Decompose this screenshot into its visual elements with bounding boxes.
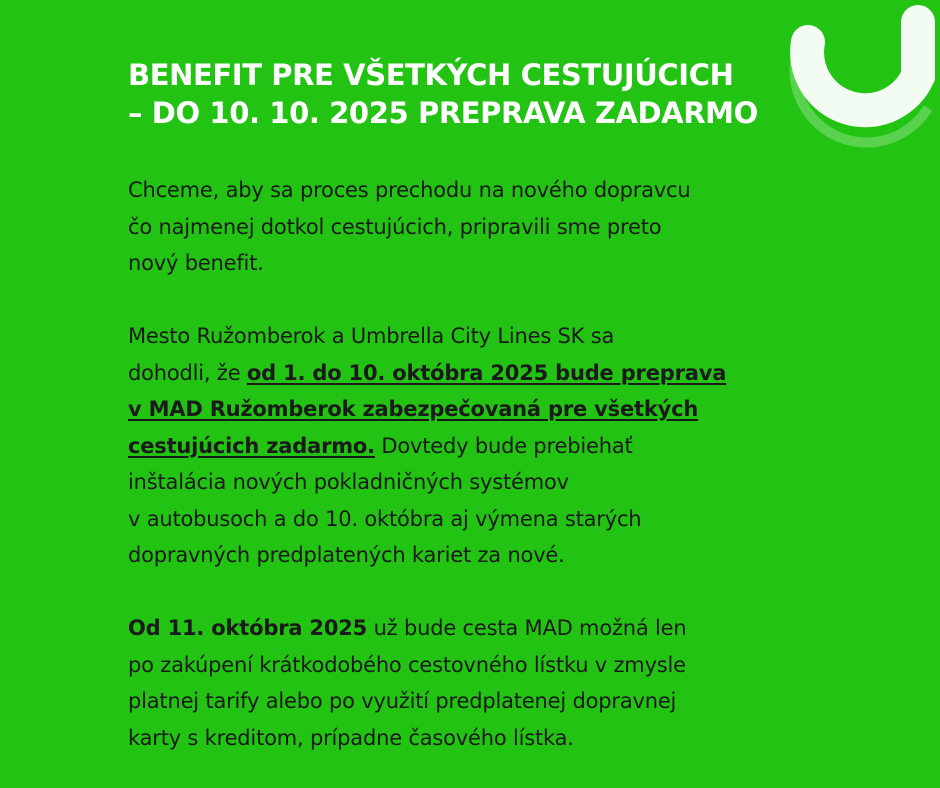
text-line: nový benefit. xyxy=(128,251,264,275)
text-line xyxy=(128,355,808,392)
highlighted-free-transport-text: cestujúcich zadarmo. xyxy=(128,433,375,458)
text-line: karty s kreditom, prípadne časového lístka. xyxy=(128,725,574,750)
text-line xyxy=(128,428,808,465)
text-line: čo najmenej dotkol cestujúcich, pripravili sme preto xyxy=(128,214,662,239)
highlighted-free-transport-text: v MAD Ružomberok zabezpečovaná pre všetkých xyxy=(128,397,699,421)
paragraph-intro xyxy=(128,172,808,282)
title-line-1: BENEFIT PRE VŠETKÝCH CESTUJÚCICH xyxy=(128,58,734,92)
text-line: dopravných predplatených kariet za nové. xyxy=(128,543,565,567)
text-line xyxy=(128,610,808,647)
title-line-2: – DO 10. 10. 2025 PREPRAVA ZADARMO xyxy=(128,96,758,130)
text-line: platnej tarify alebo po využití predplatenej dopravnej xyxy=(128,689,677,713)
text-line xyxy=(128,391,808,428)
text-line: po zakúpení krátkodobého cestovného lístku v zmysle xyxy=(128,652,686,677)
paragraph-from-october-11 xyxy=(128,610,808,756)
text-line: inštalácia nových pokladničných systémov xyxy=(128,470,569,494)
highlighted-free-transport-text: od 1. do 10. októbra 2025 bude preprava xyxy=(246,360,727,385)
text-line: v autobusoch a do 10. októbra aj výmena starých xyxy=(128,506,642,531)
text-line: Mesto Ružomberok a Umbrella City Lines SK sa xyxy=(128,324,615,348)
body-text xyxy=(128,172,808,756)
paragraph-agreement xyxy=(128,318,808,574)
text-fragment: Dovtedy bude prebiehať xyxy=(374,433,633,458)
text-fragment: dohodli, že xyxy=(128,360,247,385)
text-fragment: už bude cesta MAD možná len xyxy=(367,616,687,640)
text-line: Chceme, aby sa proces prechodu na nového dopravcu xyxy=(128,178,691,202)
bold-date-text: Od 11. októbra 2025 xyxy=(128,616,368,640)
page-title xyxy=(128,56,808,132)
